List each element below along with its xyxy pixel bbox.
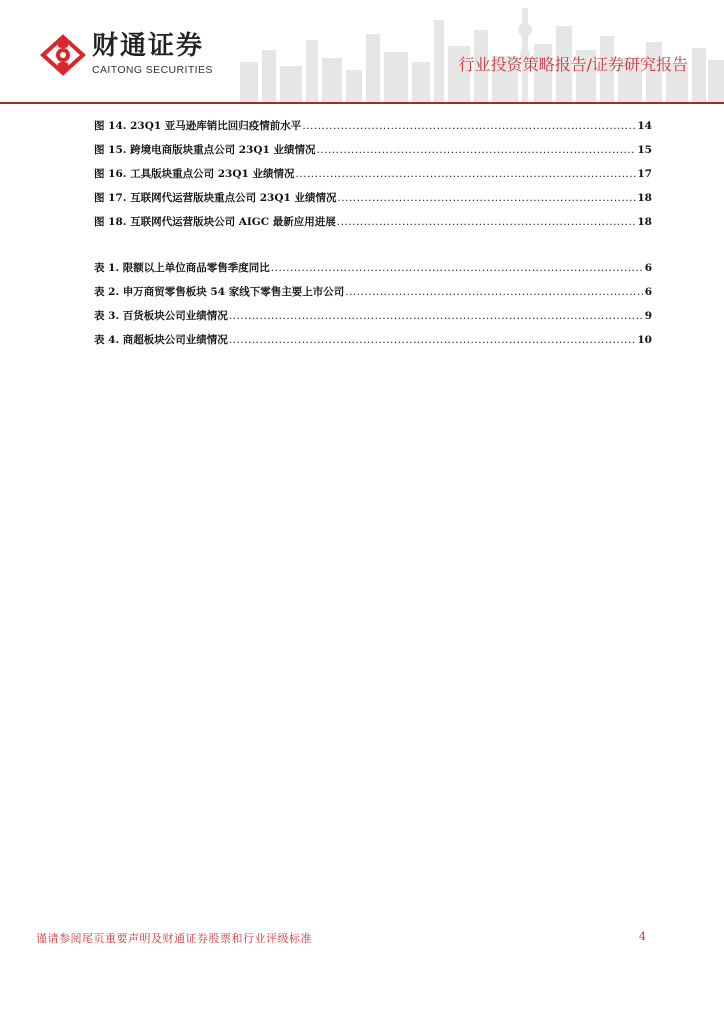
- dot-leader: [337, 210, 637, 234]
- toc-entry-table-1[interactable]: [94, 256, 652, 280]
- dot-leader: [316, 138, 636, 162]
- dot-leader: [271, 256, 644, 280]
- toc-entry-figure-16[interactable]: [94, 162, 652, 186]
- dot-leader: [229, 328, 637, 352]
- toc-entry-page: 17: [637, 168, 652, 180]
- table-list: [94, 256, 652, 352]
- brand-name-chinese: 财通证券: [92, 31, 205, 61]
- toc-entry-page: 6: [644, 262, 652, 274]
- caitong-logo: [40, 34, 86, 76]
- header-divider: [0, 102, 724, 104]
- toc-entry-label: 表 1. 限额以上单位商品零售季度同比: [94, 262, 270, 274]
- table-of-contents: [94, 114, 652, 352]
- dot-leader: [337, 186, 636, 210]
- dot-leader: [295, 162, 636, 186]
- report-type-label: 行业投资策略报告/证券研究报告: [458, 55, 688, 74]
- toc-entry-label: 图 17. 互联网代运营版块重点公司 23Q1 业绩情况: [94, 192, 337, 204]
- toc-entry-label: 表 3. 百货板块公司业绩情况: [94, 310, 228, 322]
- toc-entry-page: 9: [644, 310, 652, 322]
- toc-entry-label: 图 14. 23Q1 亚马逊库销比回归疫情前水平: [94, 120, 302, 132]
- toc-entry-page: 15: [637, 144, 652, 156]
- toc-entry-page: 14: [637, 120, 652, 132]
- toc-entry-table-4[interactable]: [94, 328, 652, 352]
- toc-entry-label: 图 15. 跨境电商版块重点公司 23Q1 业绩情况: [94, 144, 316, 156]
- toc-entry-label: 表 2. 申万商贸零售板块 54 家线下零售主要上市公司: [94, 286, 345, 298]
- toc-entry-label: 表 4. 商超板块公司业绩情况: [94, 334, 228, 346]
- page-header: [0, 0, 724, 106]
- toc-entry-page: 6: [644, 286, 652, 298]
- toc-entry-figure-18[interactable]: [94, 210, 652, 234]
- page-number: 4: [639, 930, 646, 943]
- toc-entry-label: 图 18. 互联网代运营版块公司 AIGC 最新应用进展: [94, 216, 336, 228]
- toc-entry-figure-17[interactable]: [94, 186, 652, 210]
- dot-leader: [345, 280, 643, 304]
- brand-name-english: CAITONG SECURITIES: [92, 64, 213, 76]
- toc-entry-page: 18: [637, 192, 652, 204]
- dot-leader: [302, 114, 636, 138]
- toc-entry-label: 图 16. 工具版块重点公司 23Q1 业绩情况: [94, 168, 295, 180]
- toc-entry-figure-15[interactable]: [94, 138, 652, 162]
- dot-leader: [229, 304, 644, 328]
- toc-entry-page: 10: [637, 334, 652, 346]
- toc-entry-page: 18: [637, 216, 652, 228]
- figure-list: [94, 114, 652, 234]
- toc-entry-table-3[interactable]: [94, 304, 652, 328]
- footer-disclaimer: 谨请参阅尾页重要声明及财通证券股票和行业评级标准: [36, 932, 312, 945]
- toc-entry-figure-14[interactable]: [94, 114, 652, 138]
- toc-entry-table-2[interactable]: [94, 280, 652, 304]
